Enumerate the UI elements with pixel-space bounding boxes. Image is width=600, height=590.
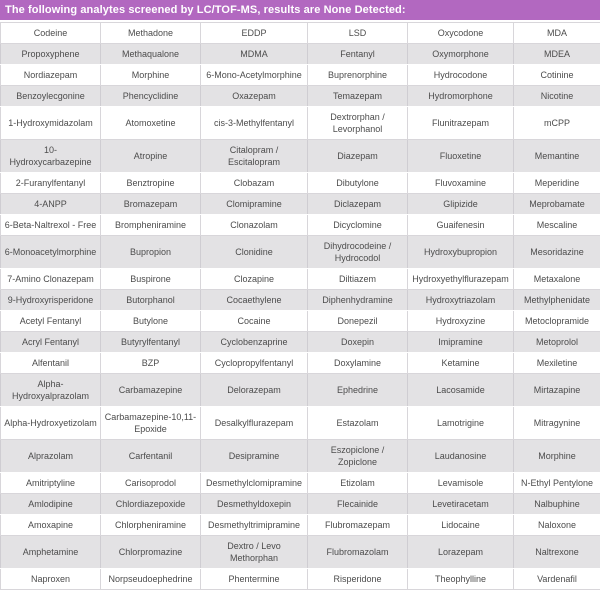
analyte-cell: Estazolam [308,407,408,440]
analyte-cell: Butorphanol [101,290,201,311]
analyte-cell: Glipizide [408,194,514,215]
analyte-cell: Phencyclidine [101,86,201,107]
analyte-cell: Doxepin [308,332,408,353]
analyte-cell: Guaifenesin [408,215,514,236]
table-row [1,269,600,290]
analyte-cell: Codeine [1,23,101,44]
analyte-cell: Dicyclomine [308,215,408,236]
analyte-cell: Hydromorphone [408,86,514,107]
analyte-cell: Diazepam [308,140,408,173]
analyte-cell: Flubromazolam [308,536,408,569]
analyte-cell: Cyclopropylfentanyl [201,353,308,374]
table-row [1,569,600,590]
analyte-cell: Carisoprodol [101,473,201,494]
analyte-cell: Alprazolam [1,440,101,473]
analyte-cell: Levamisole [408,473,514,494]
analyte-cell: Fentanyl [308,44,408,65]
analyte-cell: Alpha-Hydroxyetizolam [1,407,101,440]
table-row [1,290,600,311]
analyte-cell: MDMA [201,44,308,65]
analyte-cell: Alfentanil [1,353,101,374]
analyte-cell: Mitragynine [514,407,600,440]
analyte-cell: Carfentanil [101,440,201,473]
analyte-cell: Nicotine [514,86,600,107]
analyte-cell: 6-Monoacetylmorphine [1,236,101,269]
analyte-cell: Mexiletine [514,353,600,374]
analyte-cell: Amphetamine [1,536,101,569]
table-row [1,473,600,494]
analyte-cell: 9-Hydroxyrisperidone [1,290,101,311]
analyte-cell: Ketamine [408,353,514,374]
analyte-cell: Cotinine [514,65,600,86]
analyte-cell: Delorazepam [201,374,308,407]
analyte-cell: Desmethylclomipramine [201,473,308,494]
analyte-cell: Desipramine [201,440,308,473]
analyte-cell: Oxazepam [201,86,308,107]
table-row [1,23,600,44]
analyte-cell: Mirtazapine [514,374,600,407]
analyte-cell: Brompheniramine [101,215,201,236]
analyte-cell: Hydroxytriazolam [408,290,514,311]
analyte-cell: Acryl Fentanyl [1,332,101,353]
analyte-cell: Atomoxetine [101,107,201,140]
analyte-cell: Lamotrigine [408,407,514,440]
analyte-cell: Laudanosine [408,440,514,473]
analyte-cell: Morphine [514,440,600,473]
analyte-cell: Acetyl Fentanyl [1,311,101,332]
analyte-cell: Butyrylfentanyl [101,332,201,353]
analyte-cell: Benzoylecgonine [1,86,101,107]
analyte-cell: Clomipramine [201,194,308,215]
analyte-cell: Lorazepam [408,536,514,569]
analyte-cell: Oxymorphone [408,44,514,65]
analyte-cell: Amoxapine [1,515,101,536]
analyte-cell: Naltrexone [514,536,600,569]
analyte-cell: Eszopiclone / Zopiclone [308,440,408,473]
analyte-cell: Mesoridazine [514,236,600,269]
analyte-cell: Bromazepam [101,194,201,215]
analyte-cell: Memantine [514,140,600,173]
analyte-cell: Imipramine [408,332,514,353]
analyte-cell: Diltiazem [308,269,408,290]
analyte-cell: Metaxalone [514,269,600,290]
report-header [0,0,600,20]
analyte-cell: Ephedrine [308,374,408,407]
analyte-cell: 7-Amino Clonazepam [1,269,101,290]
table-row [1,215,600,236]
analyte-cell: Fluoxetine [408,140,514,173]
analyte-cell: Naproxen [1,569,101,590]
analyte-cell: Dihydrocodeine / Hydrocodol [308,236,408,269]
analyte-cell: Etizolam [308,473,408,494]
analyte-cell: N-Ethyl Pentylone [514,473,600,494]
analyte-cell: BZP [101,353,201,374]
analyte-cell: Morphine [101,65,201,86]
table-row [1,86,600,107]
analyte-cell: Clobazam [201,173,308,194]
report-title: The following analytes screened by LC/TOF-MS, results are None Detected: [5,4,406,16]
analyte-cell: LSD [308,23,408,44]
analyte-cell: Doxylamine [308,353,408,374]
analyte-cell: Hydroxybupropion [408,236,514,269]
analyte-cell: Butylone [101,311,201,332]
analyte-cell: Amlodipine [1,494,101,515]
table-row [1,515,600,536]
analyte-cell: Cyclobenzaprine [201,332,308,353]
analyte-cell: mCPP [514,107,600,140]
analyte-cell: Flubromazepam [308,515,408,536]
analyte-cell: Desmethyltrimipramine [201,515,308,536]
analyte-cell: Dibutylone [308,173,408,194]
analyte-cell: Clonidine [201,236,308,269]
analyte-cell: Atropine [101,140,201,173]
analyte-cell: Citalopram / Escitalopram [201,140,308,173]
analyte-cell: Lacosamide [408,374,514,407]
analyte-cell: Methylphenidate [514,290,600,311]
analyte-cell: Methadone [101,23,201,44]
table-row [1,194,600,215]
analyte-cell: Bupropion [101,236,201,269]
table-row [1,536,600,569]
analyte-cell: 2-Furanylfentanyl [1,173,101,194]
analyte-cell: Methaqualone [101,44,201,65]
analyte-cell: Hydroxyethylflurazepam [408,269,514,290]
analyte-cell: Risperidone [308,569,408,590]
analyte-cell: Chlordiazepoxide [101,494,201,515]
analyte-cell: Flecainide [308,494,408,515]
analyte-cell: Chlorpromazine [101,536,201,569]
analyte-cell: 1-Hydroxymidazolam [1,107,101,140]
analyte-cell: Theophylline [408,569,514,590]
analyte-cell: Diphenhydramine [308,290,408,311]
analyte-cell: Metoprolol [514,332,600,353]
table-row [1,236,600,269]
analyte-cell: Vardenafil [514,569,600,590]
analyte-cell: 4-ANPP [1,194,101,215]
analyte-cell: Cocaethylene [201,290,308,311]
table-row [1,407,600,440]
table-row [1,173,600,194]
table-row [1,65,600,86]
table-row [1,311,600,332]
analyte-cell: Meprobamate [514,194,600,215]
table-row [1,44,600,65]
analyte-cell: 10-Hydroxycarbazepine [1,140,101,173]
analyte-cell: Hydrocodone [408,65,514,86]
analyte-cell: Hydroxyzine [408,311,514,332]
analyte-cell: Metoclopramide [514,311,600,332]
analyte-cell: Benztropine [101,173,201,194]
analyte-cell: Nordiazepam [1,65,101,86]
analyte-cell: Meperidine [514,173,600,194]
analyte-cell: Buspirone [101,269,201,290]
analyte-cell: Oxycodone [408,23,514,44]
table-row [1,494,600,515]
analyte-cell: Propoxyphene [1,44,101,65]
analyte-cell: Desmethyldoxepin [201,494,308,515]
analyte-cell: Clonazolam [201,215,308,236]
table-row [1,374,600,407]
analyte-cell: Alpha-Hydroxyalprazolam [1,374,101,407]
analytes-table [0,22,600,590]
analyte-cell: Donepezil [308,311,408,332]
analyte-cell: Cocaine [201,311,308,332]
analyte-cell: Dextro / Levo Methorphan [201,536,308,569]
analytes-table-body [1,23,600,590]
analyte-cell: MDA [514,23,600,44]
analyte-cell: Clozapine [201,269,308,290]
analyte-cell: Dextrorphan / Levorphanol [308,107,408,140]
analyte-cell: Flunitrazepam [408,107,514,140]
analyte-cell: Lidocaine [408,515,514,536]
analyte-cell: Nalbuphine [514,494,600,515]
analyte-cell: Carbamazepine-10,11-Epoxide [101,407,201,440]
analyte-cell: Naloxone [514,515,600,536]
analyte-cell: 6-Beta-Naltrexol - Free [1,215,101,236]
analyte-cell: Phentermine [201,569,308,590]
analyte-cell: Amitriptyline [1,473,101,494]
analyte-cell: cis-3-Methylfentanyl [201,107,308,140]
analyte-cell: Chlorpheniramine [101,515,201,536]
table-row [1,353,600,374]
analyte-cell: 6-Mono-Acetylmorphine [201,65,308,86]
table-row [1,440,600,473]
analyte-cell: Carbamazepine [101,374,201,407]
table-row [1,107,600,140]
analyte-cell: Temazepam [308,86,408,107]
analyte-cell: MDEA [514,44,600,65]
analyte-cell: Mescaline [514,215,600,236]
analyte-cell: Diclazepam [308,194,408,215]
table-row [1,140,600,173]
analyte-cell: Fluvoxamine [408,173,514,194]
table-row [1,332,600,353]
analyte-cell: Desalkylflurazepam [201,407,308,440]
analyte-cell: Buprenorphine [308,65,408,86]
analyte-cell: EDDP [201,23,308,44]
analyte-cell: Levetiracetam [408,494,514,515]
analyte-cell: Norpseudoephedrine [101,569,201,590]
